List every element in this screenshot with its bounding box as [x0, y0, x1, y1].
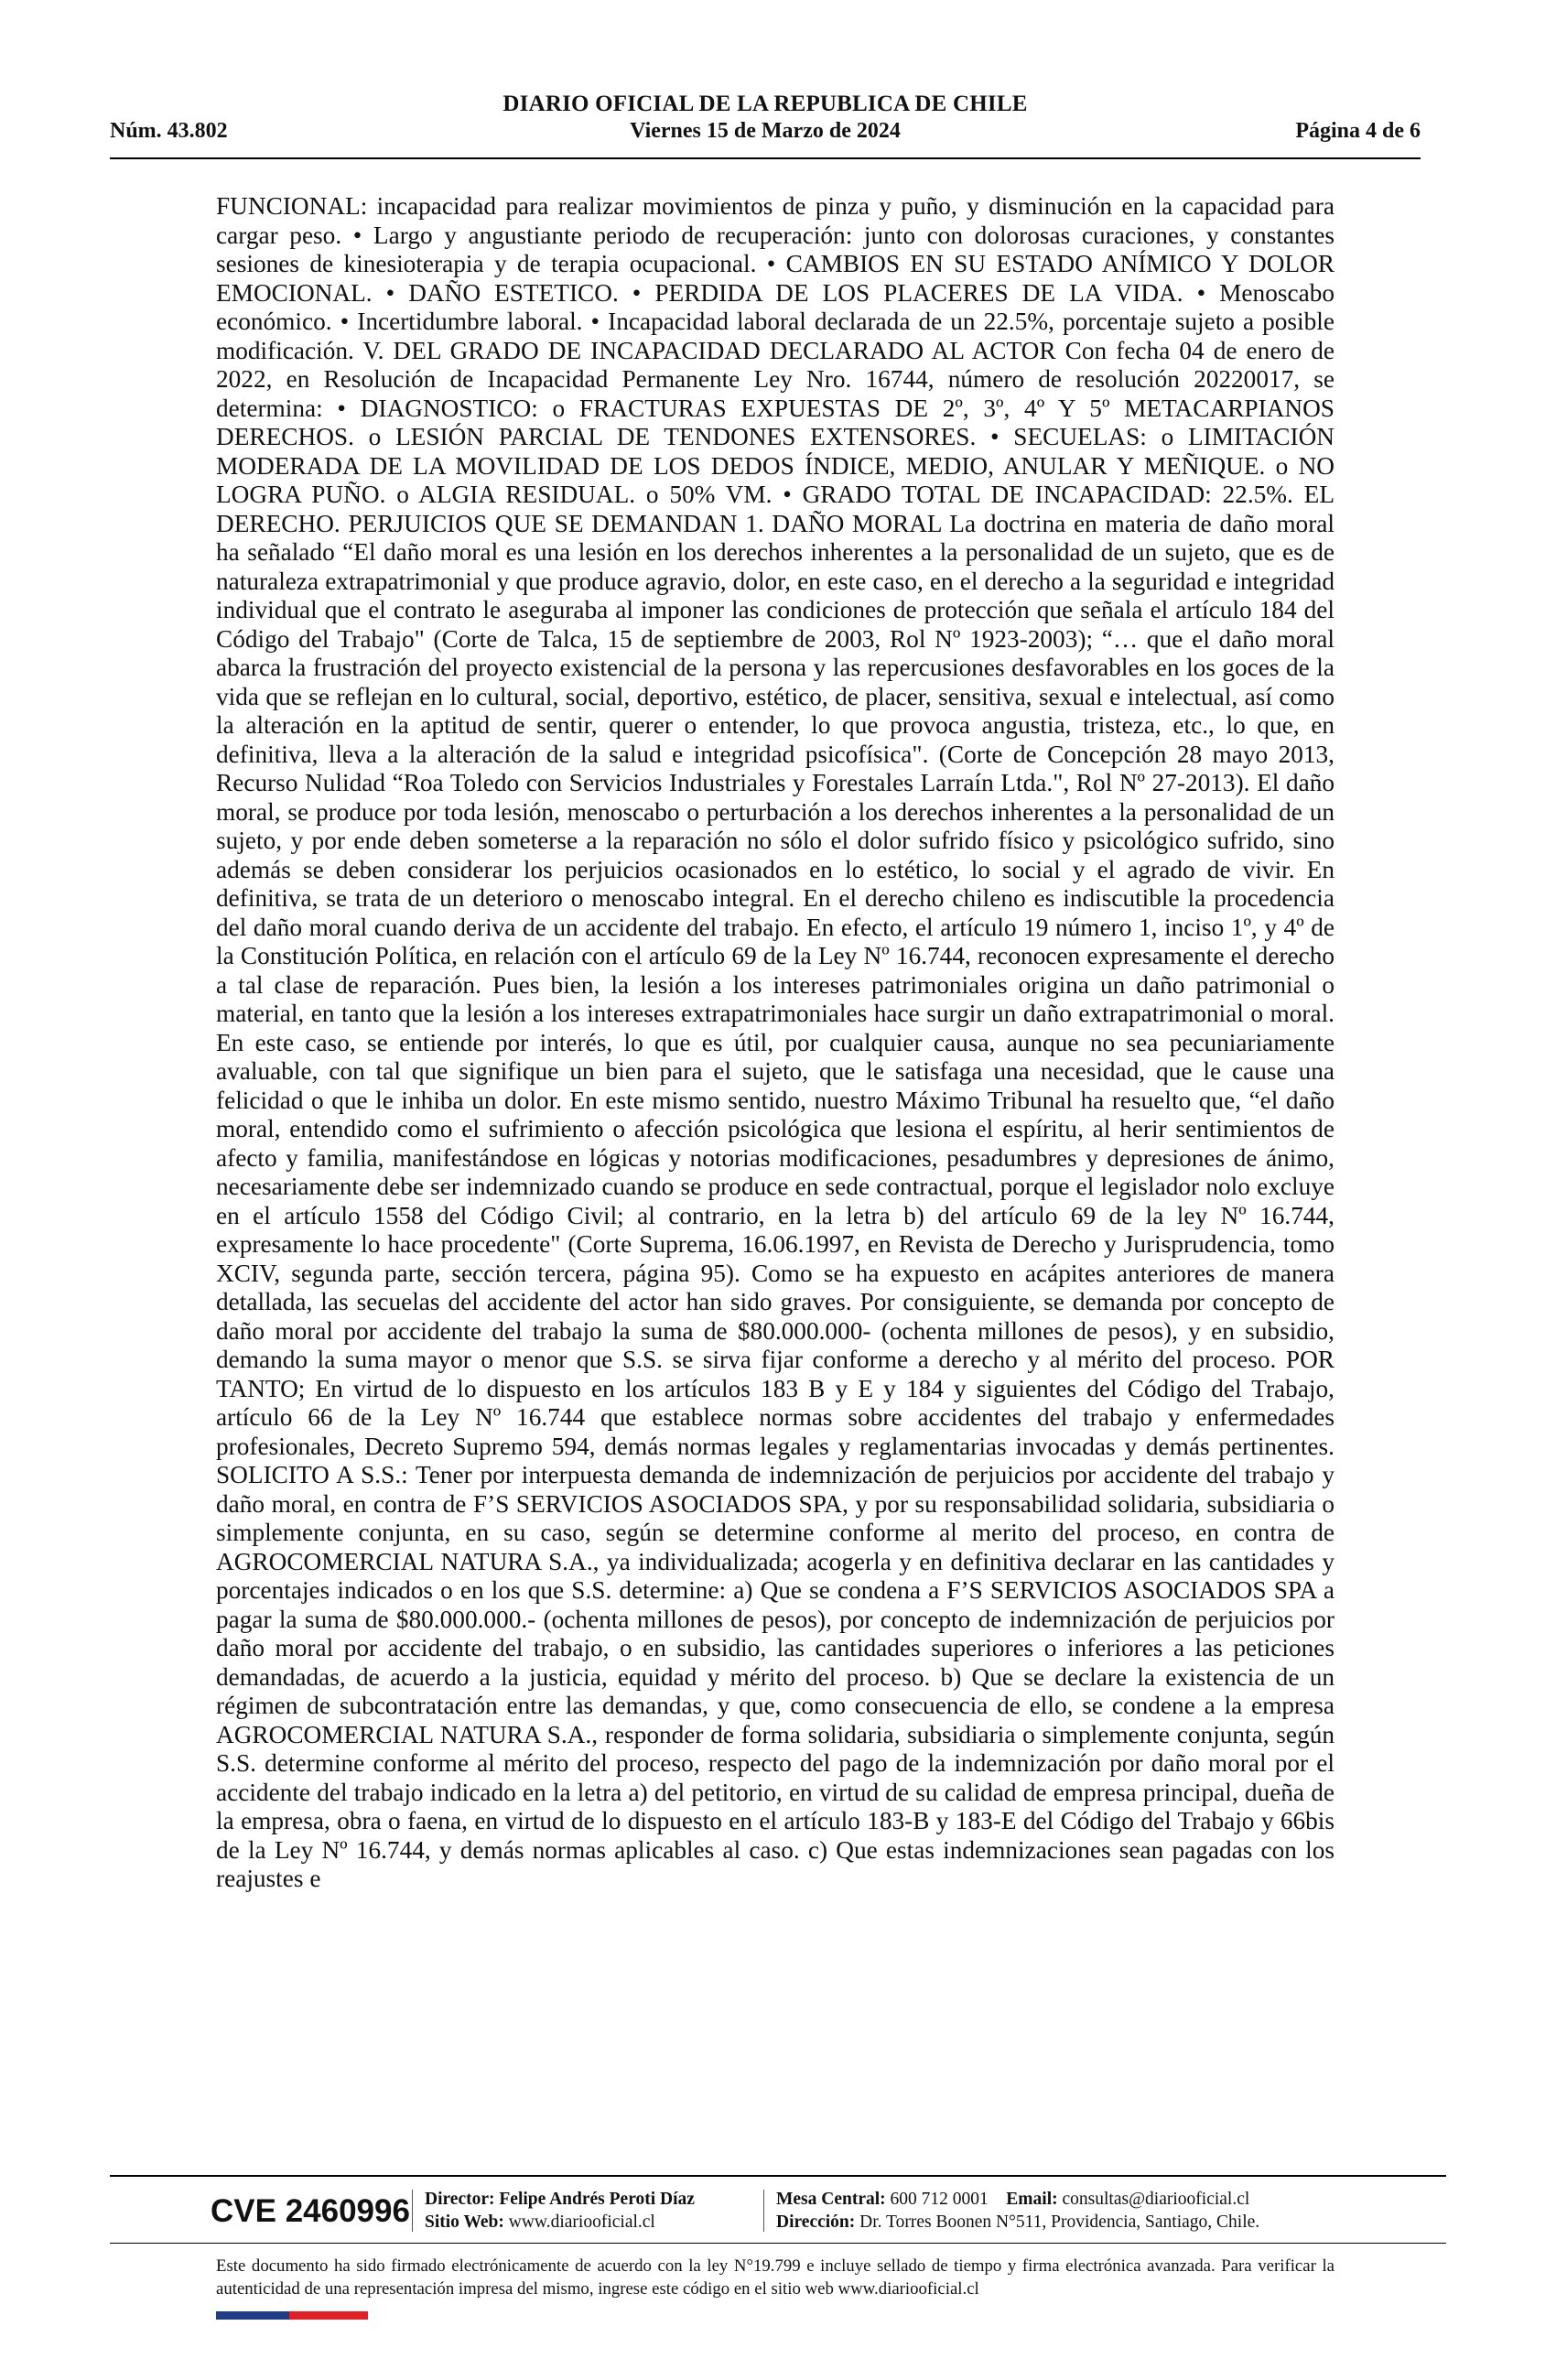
- issue-number: Núm. 43.802: [110, 119, 228, 143]
- footer-director-column: [425, 2188, 695, 2234]
- mesa-label: Mesa Central:: [776, 2190, 886, 2209]
- address-label: Dirección:: [776, 2212, 856, 2232]
- footer-separator: [412, 2190, 413, 2232]
- newspaper-title: DIARIO OFICIAL DE LA REPUBLICA DE CHILE: [502, 92, 1028, 116]
- email-label: Email:: [1006, 2190, 1058, 2209]
- issue-date: Viernes 15 de Marzo de 2024: [630, 119, 901, 143]
- document-body: FUNCIONAL: incapacidad para realizar movimientos de pinza y puño, y disminución en la capacidad para cargar peso. • Largo y angustiante periodo de recuperación: junto con dolorosas curaciones, y constantes sesiones de kinesioterapia y de terapia ocupacional. • CAMBIOS EN SU ESTADO ANÍMICO Y DOLOR EMOCIONAL. • DAÑO ESTETICO. • PERDIDA DE LOS PLACERES DE LA VIDA. • Menoscabo económico. • Incertidumbre laboral. • Incapacidad laboral declarada de un 22.5%, porcentaje sujeto a posible modificación. V. DEL GRADO DE INCAPACIDAD DECLARADO AL ACTOR Con fecha 04 de enero de 2022, en Resolución de Incapacidad Permanente Ley Nro. 16744, número de resolución 20220017, se determina: • DIAGNOSTICO: o FRACTURAS EXPUESTAS DE 2º, 3º, 4º Y 5º METACARPIANOS DERECHOS. o LESIÓN PARCIAL DE TENDONES EXTENSORES. • SECUELAS: o LIMITACIÓN MODERADA DE LA MOVILIDAD DE LOS DEDOS ÍNDICE, MEDIO, ANULAR Y MEÑIQUE. o NO LOGRA PUÑO. o ALGIA RESIDUAL. o 50% VM. • GRADO TOTAL DE INCAPACIDAD: 22.5%. EL DERECHO. PERJUICIOS QUE SE DEMANDAN 1. DAÑO MORAL La doctrina en materia de daño moral ha señalado “El daño moral es una lesión en los derechos inherentes a la personalidad de un sujeto, que es de naturaleza extrapatrimonial y que produce agravio, dolor, en este caso, en el derecho a la seguridad e integridad individual que el contrato le aseguraba al imponer las condiciones de protección que señala el artículo 184 del Código del Trabajo" (Corte de Talca, 15 de septiembre de 2003, Rol Nº 1923-2003); “… que el daño moral abarca la frustración del proyecto existencial de la persona y las repercusiones desfavorables en los goces de la vida que se reflejan en lo cultural, social, deportivo, estético, de placer, sensitiva, sexual e intelectual, así como la alteración en la aptitud de sentir, querer o entender, lo que provoca angustia, tristeza, etc., lo que, en definitiva, lleva a la alteración de la salud e integridad psicofísica". (Corte de Concepción 28 mayo 2013, Recurso Nulidad “Roa Toledo con Servicios Industriales y Forestales Larraín Ltda.", Rol Nº 27-2013). El daño moral, se produce por toda lesión, menoscabo o perturbación a los derechos inherentes a la personalidad de un sujeto, y por ende deben someterse a la reparación no sólo el dolor sufrido físico y psicológico sufrido, sino además se deben considerar los perjuicios ocasionados en lo estético, lo social y el agrado de vivir. En definitiva, se trata de un deterioro o menoscabo integral. En el derecho chileno es indiscutible la procedencia del daño moral cuando deriva de un accidente del trabajo. En efecto, el artículo 19 número 1, inciso 1º, y 4º de la Constitución Política, en relación con el artículo 69 de la Ley Nº 16.744, reconocen expresamente el derecho a tal clase de reparación. Pues bien, la lesión a los intereses patrimoniales origina un daño patrimonial o material, en tanto que la lesión a los intereses extrapatrimoniales hace surgir un daño extrapatrimonial o moral. En este caso, se entiende por interés, lo que es útil, por cualquier causa, aunque no sea pecuniariamente avaluable, con tal que signifique un bien para el sujeto, que le satisfaga una necesidad, que le cause una felicidad o que le inhiba un dolor. En este mismo sentido, nuestro Máximo Tribunal ha resuelto que, “el daño moral, entendido como el sufrimiento o afección psicológica que lesiona el espíritu, al herir sentimientos de afecto y familia, manifestándose en lógicas y notorias modificaciones, pesadumbres y depresiones de ánimo, necesariamente debe ser indemnizado cuando se produce en sede contractual, porque el legislador nolo excluye en el artículo 1558 del Código Civil; al contrario, en la letra b) del artículo 69 de la ley Nº 16.744, expresamente lo hace procedente" (Corte Suprema, 16.06.1997, en Revista de Derecho y Jurisprudencia, tomo XCIV, segunda parte, sección tercera, página 95). Como se ha expuesto en acápites anteriores de manera detallada, las secuelas del accidente del actor han sido graves. Por consiguiente, se demanda por concepto de daño moral por accidente del trabajo la suma de $80.000.000- (ochenta millones de pesos), y en subsidio, demando la suma mayor o menor que S.S. se sirva fijar conforme a derecho y al mérito del proceso. POR TANTO; En virtud de lo dispuesto en los artículos 183 B y E y 184 y siguientes del Código del Trabajo, artículo 66 de la Ley Nº 16.744 que establece normas sobre accidentes del trabajo y enfermedades profesionales, Decreto Supremo 594, demás normas legales y reglamentarias invocadas y demás pertinentes. SOLICITO A S.S.: Tener por interpuesta demanda de indemnización de perjuicios por accidente del trabajo y daño moral, en contra de F’S SERVICIOS ASOCIADOS SPA, y por su responsabilidad solidaria, subsidiaria o simplemente conjunta, en su caso, según se determine conforme al merito del proceso, en contra de AGROCOMERCIAL NATURA S.A., ya individualizada; acogerla y en definitiva declarar en las cantidades y porcentajes indicados o en los que S.S. determine: a) Que se condena a F’S SERVICIOS ASOCIADOS SPA a pagar la suma de $80.000.000.- (ochenta millones de pesos), por concepto de indemnización de perjuicios por daño moral por accidente del trabajo, o en subsidio, las cantidades superiores o inferiores a las peticiones demandadas, de acuerdo a la justicia, equidad y mérito del proceso. b) Que se declare la existencia de un régimen de subcontratación entre las demandas, y que, como consecuencia de ello, se condene a la empresa AGROCOMERCIAL NATURA S.A., responder de forma solidaria, subsidiaria o simplemente conjunta, según S.S. determine conforme al mérito del proceso, respecto del pago de la indemnización por daño moral por el accidente del trabajo indicado en la letra a) del petitorio, en virtud de su calidad de empresa principal, dueña de la empresa, obra o faena, en virtud de lo dispuesto en el artículo 183-B y 183-E del Código del Trabajo y 66bis de la Ley Nº 16.744, y demás normas aplicables al caso. c) Que estas indemnizaciones sean pagadas con los reajustes e: [216, 192, 1334, 1892]
- flag-blue-segment: [216, 2311, 289, 2320]
- website-link[interactable]: www.diariooficial.cl: [508, 2212, 655, 2232]
- email-link[interactable]: consultas@diariooficial.cl: [1062, 2190, 1250, 2209]
- cve-code: CVE 2460996: [211, 2193, 410, 2229]
- address-value: Dr. Torres Boonen N°511, Providencia, Santiago, Chile.: [859, 2212, 1260, 2232]
- footer-contact-column: [776, 2188, 1259, 2234]
- footer-separator: [763, 2190, 764, 2232]
- page-number: Página 4 de 6: [1295, 119, 1421, 143]
- website-label: Sitio Web:: [425, 2212, 504, 2232]
- signature-disclaimer: Este documento ha sido firmado electrónicamente de acuerdo con la ley N°19.799 e incluye sellado de tiempo y firma electrónica avanzada. Para verificar la autenticidad de una representación impresa del mismo, ingrese este código en el sitio web www.diariooficial.cl: [216, 2256, 1334, 2299]
- footer-divider-thin: [110, 2243, 1446, 2244]
- flag-stripe: [216, 2311, 368, 2320]
- page-header: [110, 92, 1421, 156]
- flag-red-segment: [289, 2311, 368, 2320]
- director-label: Director:: [425, 2190, 495, 2209]
- mesa-value: 600 712 0001: [890, 2190, 989, 2209]
- header-divider: [110, 157, 1421, 159]
- footer-divider: [110, 2175, 1446, 2177]
- page-footer: [110, 2184, 1446, 2239]
- director-name: Felipe Andrés Peroti Díaz: [499, 2190, 695, 2209]
